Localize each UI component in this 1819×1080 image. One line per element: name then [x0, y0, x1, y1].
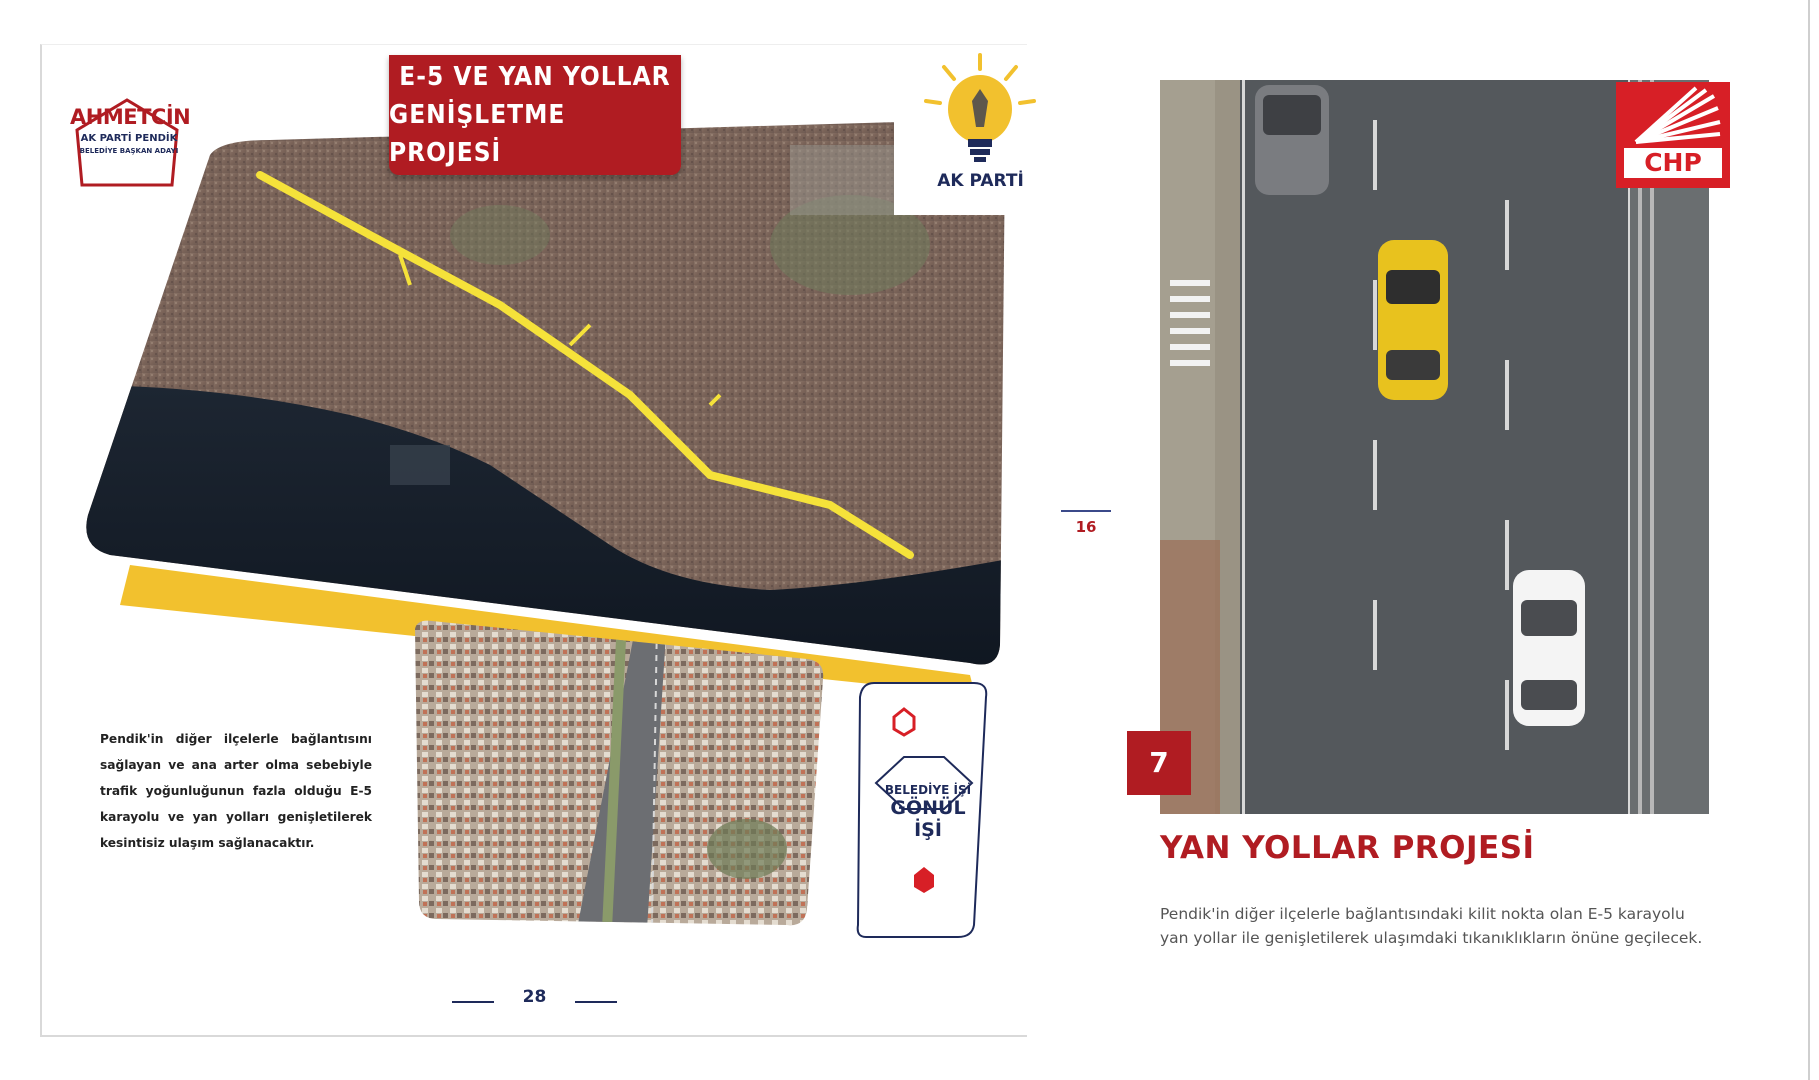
- project-title-line1: E-5 VE YAN YOLLAR: [399, 62, 671, 92]
- project-title-banner: [389, 55, 681, 175]
- page-number-rule-right: [575, 1001, 617, 1003]
- left-body-text: Pendik'in diğer ilçelerle bağlantısını sağlayan ve ana arter olma sebebiyle trafik yoğunluğunun fazla olduğu E-5 karayolu ve yan yolları genişletilerek kesintisiz ulaşım sağlanacaktır.: [100, 732, 372, 850]
- right-page-number: 16: [1075, 518, 1097, 536]
- badge-line1: BELEDİYE İŞİ: [884, 783, 972, 797]
- project-number-box: 7: [1127, 731, 1191, 795]
- highway-aerial-photo: [407, 619, 827, 929]
- six-arrows-icon: [1616, 82, 1730, 152]
- road-aerial-photo: [1160, 80, 1709, 814]
- ak-party-logo: [894, 45, 1067, 215]
- candidate-logo: [62, 85, 192, 205]
- project-title-line2: GENİŞLETME PROJESİ: [389, 100, 566, 168]
- candidate-party-line: AK PARTİ PENDİK: [80, 133, 178, 144]
- chp-label: CHP: [1624, 148, 1722, 178]
- right-project-title: YAN YOLLAR PROJESİ: [1160, 830, 1535, 866]
- right-page-number-rule: [1061, 510, 1111, 512]
- page-edge-divider: [1808, 0, 1810, 1080]
- candidate-name: AHMETCİN: [70, 105, 191, 129]
- ak-party-label: AK PARTİ: [937, 171, 1024, 191]
- aerial-map-image: [70, 85, 1030, 685]
- badge-line2: GÖNÜL İŞİ: [890, 797, 966, 841]
- lightbulb-icon: [894, 45, 1067, 170]
- left-page: [40, 44, 1027, 1037]
- left-page-number: 28: [522, 987, 547, 1007]
- candidate-title-line: BELEDİYE BAŞKAN ADAYI: [79, 147, 179, 155]
- right-body-text: Pendik'in diğer ilçelerle bağlantısındaki kilit nokta olan E-5 karayolu yan yollar ile genişletilerek ulaşımdaki tıkanıklıkların önüne geçilecek.: [1160, 905, 1703, 947]
